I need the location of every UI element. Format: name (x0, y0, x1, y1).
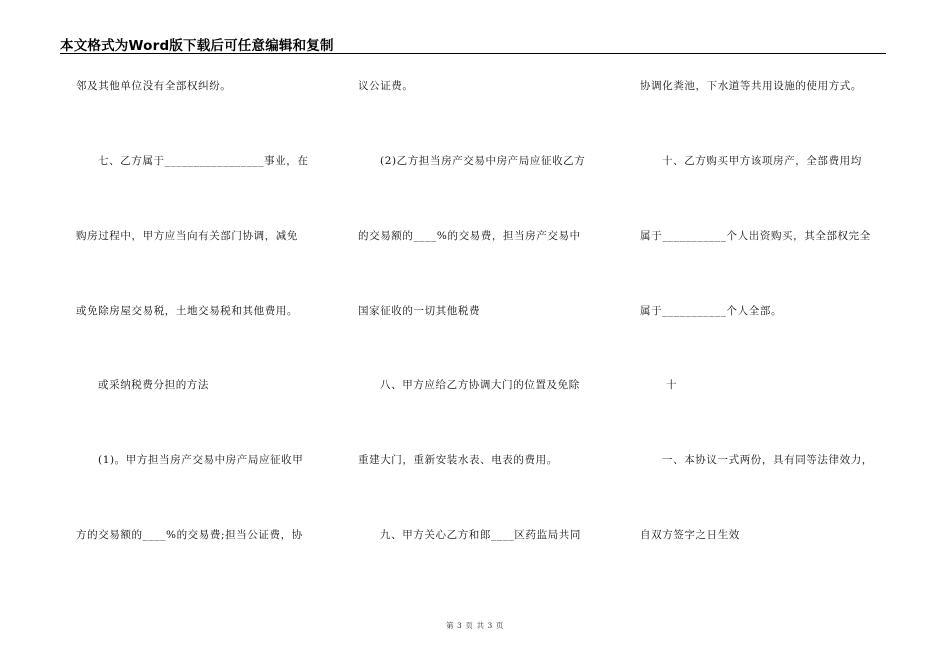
text-line: 属于___________个人全部。 (640, 305, 783, 317)
text-line: 购房过程中，甲方应当向有关部门协调，减免 (76, 230, 298, 242)
text-line: (1)。甲方担当房产交易中房产局应征收甲 (98, 454, 304, 466)
text-line: 邻及其他单位没有全部权纠纷。 (76, 80, 232, 92)
text-line: 七、乙方属于_________________事业，在 (98, 155, 309, 167)
text-line: 协调化粪池，下水道等共用设施的使用方式。 (640, 80, 862, 92)
text-line: 八、甲方应给乙方协调大门的位置及免除 (380, 379, 580, 391)
text-line: 自双方签字之日生效 (640, 529, 740, 541)
text-line: 国家征收的一切其他税费 (358, 305, 481, 317)
text-line: 或采纳税费分担的方法 (98, 379, 209, 391)
text-line: (2)乙方担当房产交易中房产局应征收乙方 (380, 155, 586, 167)
text-line: 属于___________个人出资购买，其全部权完全 (640, 230, 871, 242)
page-number: 第 3 页 共 3 页 (445, 621, 505, 630)
text-line: 的交易额的____%的交易费，担当房产交易中 (358, 230, 581, 242)
header-divider (60, 53, 886, 54)
text-line: 方的交易额的____%的交易费;担当公证费，协 (76, 529, 303, 541)
page-header-title: 本文格式为Word版下载后可任意编辑和复制 (60, 38, 334, 54)
text-line: 议公证费。 (358, 80, 414, 92)
text-line: 重建大门，重新安装水表、电表的费用。 (358, 454, 558, 466)
text-line: 或免除房屋交易税，土地交易税和其他费用。 (76, 305, 298, 317)
text-line: 十 (666, 379, 678, 391)
text-line: 一、本协议一式两份，具有同等法律效力， (662, 454, 873, 466)
text-line: 九、甲方关心乙方和郎____区药监局共同 (380, 529, 581, 541)
text-line: 十、乙方购买甲方该项房产，全部费用均 (662, 155, 862, 167)
